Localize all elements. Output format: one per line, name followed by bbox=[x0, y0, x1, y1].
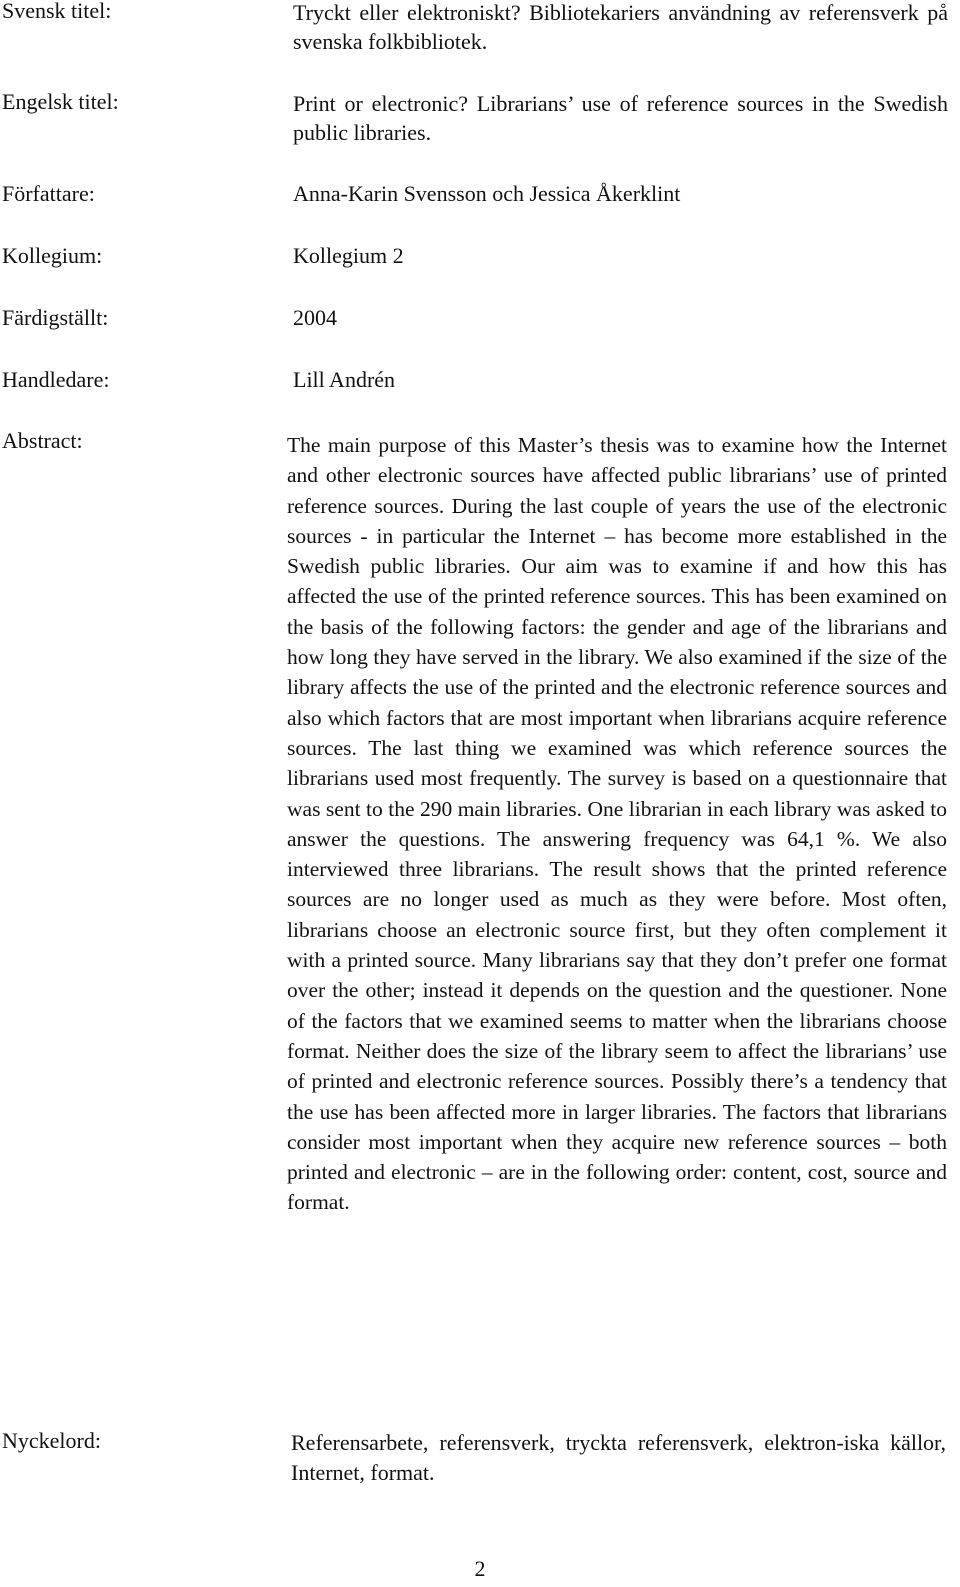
engelsk-titel-value: Print or electronic? Librarians’ use of reference sources in the Swedish public libraries. bbox=[293, 91, 948, 145]
fardigstallt-label: Färdigställt: bbox=[2, 305, 109, 330]
nyckelord-label: Nyckelord: bbox=[2, 1428, 101, 1453]
svensk-titel-label: Svensk titel: bbox=[2, 0, 112, 23]
page-number: 2 bbox=[474, 1556, 486, 1581]
nyckelord-value: Referensarbete, referensverk, tryckta referensverk, elektron-iska källor, Internet, format. bbox=[291, 1430, 946, 1485]
forfattare-label: Författare: bbox=[2, 181, 95, 206]
svensk-titel-value: Tryckt eller elektroniskt? Bibliotekariers användning av referensverk på svenska folkbibliotek. bbox=[293, 0, 948, 54]
abstract-text: The main purpose of this Master’s thesis was to examine how the Internet and other electronic sources have affected public librarians’ use of printed reference sources. During the last couple of years the use of the electronic sources - in particular the Internet – has become more established in the Swedish public libraries. Our aim was to examine if and how this has affected the use of the printed reference sources. This has been examined on the basis of the following factors: the gender and age of the librarians and how long they have served in the library. We also examined if the size of the library affects the use of the printed and the electronic reference sources and also which factors that are most important when librarians acquire reference sources. The last thing we examined was which reference sources the librarians used most frequently. The survey is based on a questionnaire that was sent to the 290 main libraries. One librarian in each library was asked to answer the questions. The answering frequency was 64,1 %. We also interviewed three librarians. The result shows that the printed reference sources are no longer used as much as they were before. Most often, librarians choose an electronic source first, but they often complement it with a printed source. Many librarians say that they don’t prefer one format over the other; instead it depends on the question and the questioner. None of the factors that we examined seems to matter when the librarians choose format. Neither does the size of the library seem to affect the librarians’ use of printed and electronic reference sources. Possibly there’s a tendency that the use has been affected more in larger libraries. The factors that librarians consider most important when they acquire new reference sources – both printed and electronic – are in the following order: content, cost, source and format. bbox=[287, 433, 947, 1215]
kollegium-label: Kollegium: bbox=[2, 243, 103, 268]
kollegium-value: Kollegium 2 bbox=[293, 243, 404, 268]
abstract-label: Abstract: bbox=[2, 428, 83, 453]
handledare-label: Handledare: bbox=[2, 367, 110, 392]
forfattare-value: Anna-Karin Svensson och Jessica Åkerklint bbox=[293, 181, 681, 206]
engelsk-titel-label: Engelsk titel: bbox=[2, 89, 119, 114]
fardigstallt-value: 2004 bbox=[293, 305, 337, 330]
handledare-value: Lill Andrén bbox=[293, 367, 396, 392]
